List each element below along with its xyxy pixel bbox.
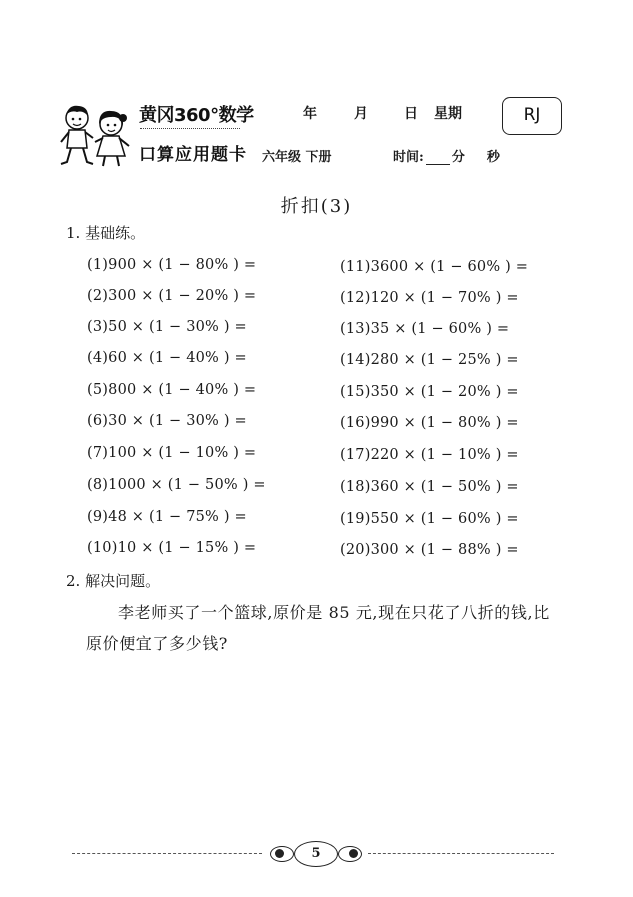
page-number: 5 xyxy=(294,841,338,867)
time-label xyxy=(393,146,500,165)
problem-18: (18)360 × (1 − 50% ) = xyxy=(340,479,519,495)
lesson-title: 折扣(3) xyxy=(280,196,353,217)
grade-label: 六年级 下册 xyxy=(262,150,332,165)
problem-1: (1)900 × (1 − 80% ) = xyxy=(87,257,257,273)
time-minutes-label: 分 xyxy=(451,150,465,165)
problem-20: (20)300 × (1 − 88% ) = xyxy=(340,542,519,558)
time-blank xyxy=(426,152,450,165)
problem-2: (2)300 × (1 − 20% ) = xyxy=(87,288,257,304)
problem-5: (5)800 × (1 − 40% ) = xyxy=(87,382,257,398)
section2-heading: 2. 解决问题。 xyxy=(66,572,161,590)
problem-7: (7)100 × (1 − 10% ) = xyxy=(87,445,257,461)
problem-11: (11)3600 × (1 − 60% ) = xyxy=(340,259,529,275)
problem-19: (19)550 × (1 − 60% ) = xyxy=(340,511,519,527)
brand-divider xyxy=(140,128,240,129)
problem-9: (9)48 × (1 − 75% ) = xyxy=(87,509,247,525)
footer-dot-left xyxy=(275,849,284,858)
problem-6: (6)30 × (1 − 30% ) = xyxy=(87,413,247,429)
date-weekday-label: 星期 xyxy=(434,106,462,122)
footer-rule-left xyxy=(72,853,262,854)
problem-10: (10)10 × (1 − 15% ) = xyxy=(87,540,257,556)
date-year-label: 年 xyxy=(303,106,317,122)
problem-16: (16)990 × (1 − 80% ) = xyxy=(340,415,519,431)
date-day-label: 日 xyxy=(404,106,418,122)
problem-17: (17)220 × (1 − 10% ) = xyxy=(340,447,519,463)
date-month-label: 月 xyxy=(354,106,368,122)
problem-4: (4)60 × (1 − 40% ) = xyxy=(87,350,247,366)
section1-heading: 1. 基础练。 xyxy=(66,224,146,242)
two-kids-mascot-icon xyxy=(57,102,135,170)
problem-12: (12)120 × (1 − 70% ) = xyxy=(340,290,519,306)
time-seconds-label: 秒 xyxy=(486,150,500,165)
problem-8: (8)1000 × (1 − 50% ) = xyxy=(87,477,266,493)
footer-dot-right xyxy=(349,849,358,858)
problem-13: (13)35 × (1 − 60% ) = xyxy=(340,321,510,337)
time-prefix: 时间: xyxy=(393,150,424,165)
brand-title: 黄冈360°数学 xyxy=(139,105,254,126)
problem-3: (3)50 × (1 − 30% ) = xyxy=(87,319,247,335)
footer-rule-right xyxy=(368,853,554,854)
problem-15: (15)350 × (1 − 20% ) = xyxy=(340,384,519,400)
series-title: 口算应用题卡 xyxy=(139,145,247,165)
word-problem-text: 李老师买了一个篮球,原价是 85 元,现在只花了八折的钱,比原价便宜了多少钱? xyxy=(86,603,550,653)
problem-14: (14)280 × (1 − 25% ) = xyxy=(340,352,519,368)
edition-badge: RJ xyxy=(502,97,562,135)
